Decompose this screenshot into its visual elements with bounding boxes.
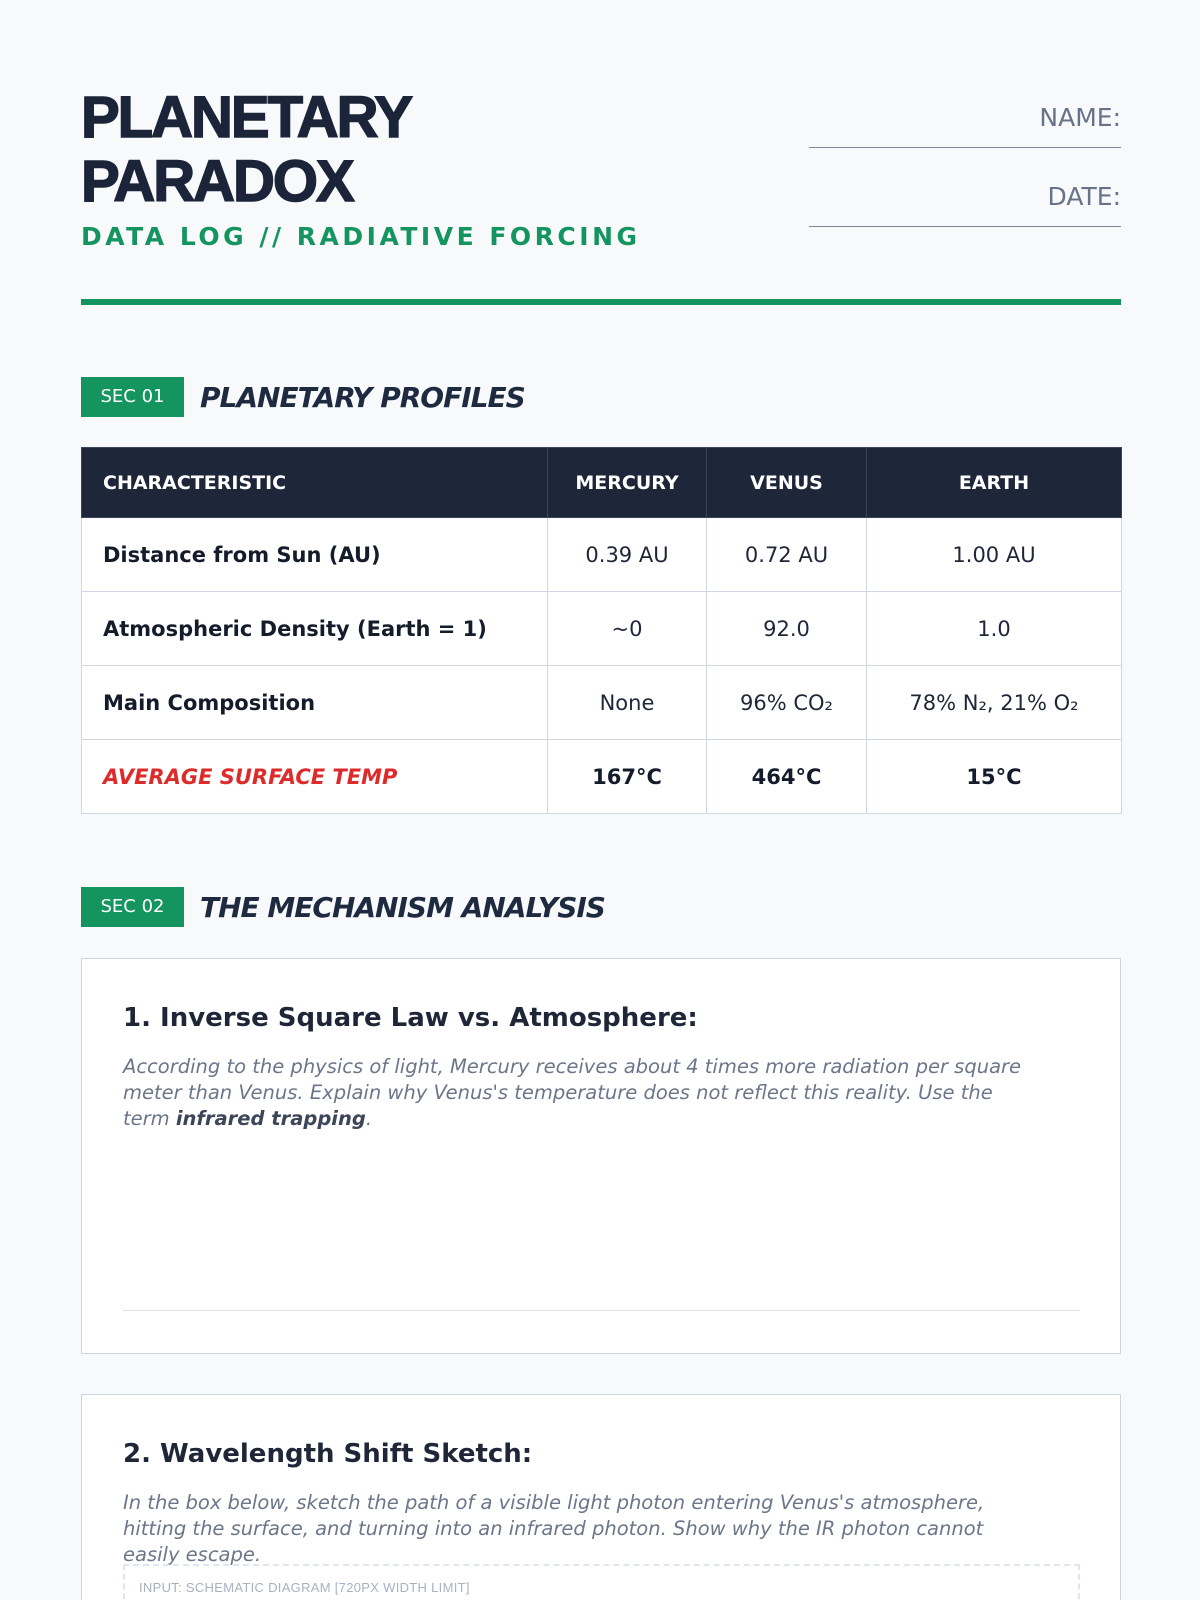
table-row [82,592,1122,666]
header-divider [81,299,1121,305]
answer-line[interactable] [123,1310,1080,1311]
table-row [82,518,1122,592]
table-cell: 78% N₂, 21% O₂ [867,666,1122,740]
table-cell: 0.72 AU [707,518,867,592]
table-cell: 96% CO₂ [707,666,867,740]
section-heading-1 [81,377,525,417]
table-cell: ~0 [548,592,707,666]
student-info [809,102,1121,260]
column-header: VENUS [707,448,867,518]
row-label: Main Composition [82,666,548,740]
row-label: Distance from Sun (AU) [82,518,548,592]
column-header: EARTH [867,448,1122,518]
name-field[interactable] [809,146,1121,148]
section-badge: SEC 01 [81,377,184,417]
question-title: 2. Wavelength Shift Sketch: [123,1439,533,1469]
column-header: MERCURY [548,448,707,518]
section-badge: SEC 02 [81,887,184,927]
prompt-text-end: . [365,1107,373,1130]
date-field[interactable] [809,225,1121,227]
section-heading-2 [81,887,605,927]
table-row [82,666,1122,740]
question-title: 1. Inverse Square Law vs. Atmosphere: [123,1003,698,1033]
table-cell: 167°C [548,740,707,814]
name-label: NAME: [1039,103,1121,132]
question-prompt [123,1054,1043,1132]
question-card-1 [81,958,1121,1354]
date-label: DATE: [1047,182,1121,211]
section-title: PLANETARY PROFILES [200,380,525,414]
worksheet-header [81,86,1121,266]
table-cell: 464°C [707,740,867,814]
row-label: Atmospheric Density (Earth = 1) [82,592,548,666]
question-prompt: In the box below, sketch the path of a visible light photon entering Venus's atmosphere, hitting the surface, and turning into an infrared photon. Show why the IR photon cannot easily escape. [123,1491,985,1566]
table-header-row [82,448,1122,518]
table-cell: None [548,666,707,740]
table-cell: 1.0 [867,592,1122,666]
table-cell: 0.39 AU [548,518,707,592]
question-card-2 [81,1394,1121,1600]
table-cell: 1.00 AU [867,518,1122,592]
table-cell: 15°C [867,740,1122,814]
page-title: PLANETARY PARADOX [81,85,410,214]
sketch-label: INPUT: SCHEMATIC DIAGRAM [720PX WIDTH LIMIT] [139,1580,470,1595]
row-label: AVERAGE SURFACE TEMP [82,740,548,814]
prompt-emphasis: infrared trapping [175,1107,366,1130]
prompt-text: According to the physics of light, Mercury receives about 4 times more radiation per square meter than Venus. Explain why Venus's temperature does not reflect this reality. Use the term [123,1055,1022,1130]
sketch-area[interactable] [123,1564,1080,1600]
column-header: CHARACTERISTIC [82,448,548,518]
page-subtitle: DATA LOG // RADIATIVE FORCING [81,222,641,251]
table-cell: 92.0 [707,592,867,666]
section-title: THE MECHANISM ANALYSIS [200,890,605,924]
table-row-highlight [82,740,1122,814]
planetary-profiles-table [81,447,1122,814]
